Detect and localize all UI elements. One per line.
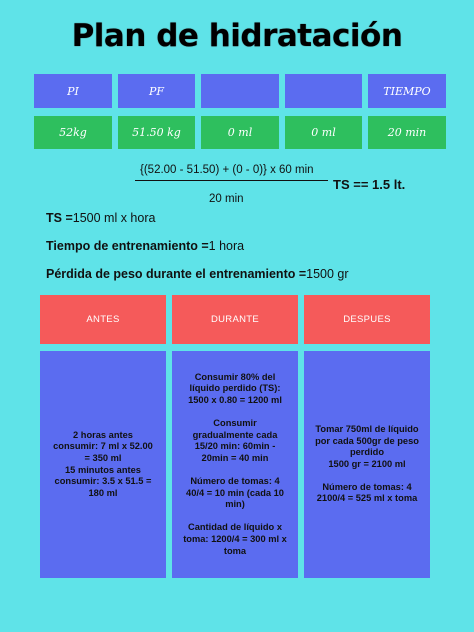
phase-text-line: consumir: 3.5 x 51.5 =: [54, 476, 152, 487]
phase-text-line: toma: [223, 545, 247, 556]
value-cell-tiempo: 20 min: [368, 116, 446, 149]
phase-text-line: por cada 500gr de peso: [315, 435, 419, 446]
phase-text-line: 15/20 min: 60min -: [194, 441, 276, 452]
loss-label: Pérdida de peso durante el entrenamiento =: [46, 267, 307, 281]
training-label: Tiempo de entrenamiento =: [46, 239, 209, 253]
header-cell-pi: PI: [34, 74, 112, 108]
phase-text-line: Tomar 750ml de líquido: [315, 423, 419, 434]
fraction-bar: [135, 180, 328, 181]
loss-value: 1500 gr: [306, 267, 349, 281]
phase-text-line: toma: 1200/4 = 300 ml x: [183, 534, 287, 545]
phase-text-line: 2100/4 = 525 ml x toma: [316, 493, 418, 504]
phase-text-line: Consumir 80% del: [194, 371, 276, 382]
formula-result: TS == 1.5 lt.: [333, 177, 406, 192]
phase-text-line: perdido: [349, 447, 385, 458]
page-title: Plan de hidratación: [71, 18, 403, 54]
training-value: 1 hora: [208, 239, 245, 253]
phase-text-line: 180 ml: [88, 487, 118, 498]
loss-line: [46, 267, 349, 281]
ts-value: 1500 ml x hora: [72, 211, 156, 225]
phase-text-line: Consumir: [213, 418, 257, 429]
phase-text-line: 2 horas antes: [73, 429, 133, 440]
phase-text-line: 1500 gr = 2100 ml: [328, 458, 406, 469]
formula-numerator: {(52.00 - 51.50) + (0 - 0)} x 60 min: [140, 164, 314, 176]
header-cell-pf: PF: [118, 74, 195, 108]
phase-header-antes: ANTES: [40, 295, 166, 344]
ts-line: [46, 211, 155, 225]
phase-header-durante: DURANTE: [172, 295, 298, 344]
phase-text-line: 15 minutos antes: [65, 464, 141, 475]
phase-text-line: líquido perdido (TS):: [189, 383, 281, 394]
value-cell-liquid-2: 0 ml: [285, 116, 362, 149]
phase-text-line: 20min = 40 min: [201, 452, 269, 463]
phase-text-line: Número de tomas: 4: [190, 476, 280, 487]
phase-column-despues: [304, 351, 430, 578]
phase-text-line: min): [225, 499, 245, 510]
phase-text-line: 1500 x 0.80 = 1200 ml: [188, 394, 282, 405]
value-cell-liquid-1: 0 ml: [201, 116, 279, 149]
phase-column-durante: [172, 351, 298, 578]
phase-text-line: Cantidad de líquido x: [187, 522, 282, 533]
training-line: [46, 239, 244, 253]
value-cell-pi: 52kg: [34, 116, 112, 149]
formula-denominator: 20 min: [209, 193, 244, 205]
phase-column-antes: [40, 351, 166, 578]
phase-text-line: 40/4 = 10 min (cada 10: [186, 487, 284, 498]
ts-label: TS =: [46, 211, 73, 225]
phase-text-line: gradualmente cada: [192, 429, 278, 440]
phase-text-line: Número de tomas: 4: [322, 481, 412, 492]
phase-header-despues: DESPUES: [304, 295, 430, 344]
header-cell-empty-1: [201, 74, 279, 108]
phase-text-line: consumir: 7 ml x 52.00: [53, 441, 153, 452]
phase-text-line: = 350 ml: [84, 452, 122, 463]
header-cell-empty-2: [285, 74, 362, 108]
value-cell-pf: 51.50 kg: [118, 116, 195, 149]
header-cell-tiempo: TIEMPO: [368, 74, 446, 108]
